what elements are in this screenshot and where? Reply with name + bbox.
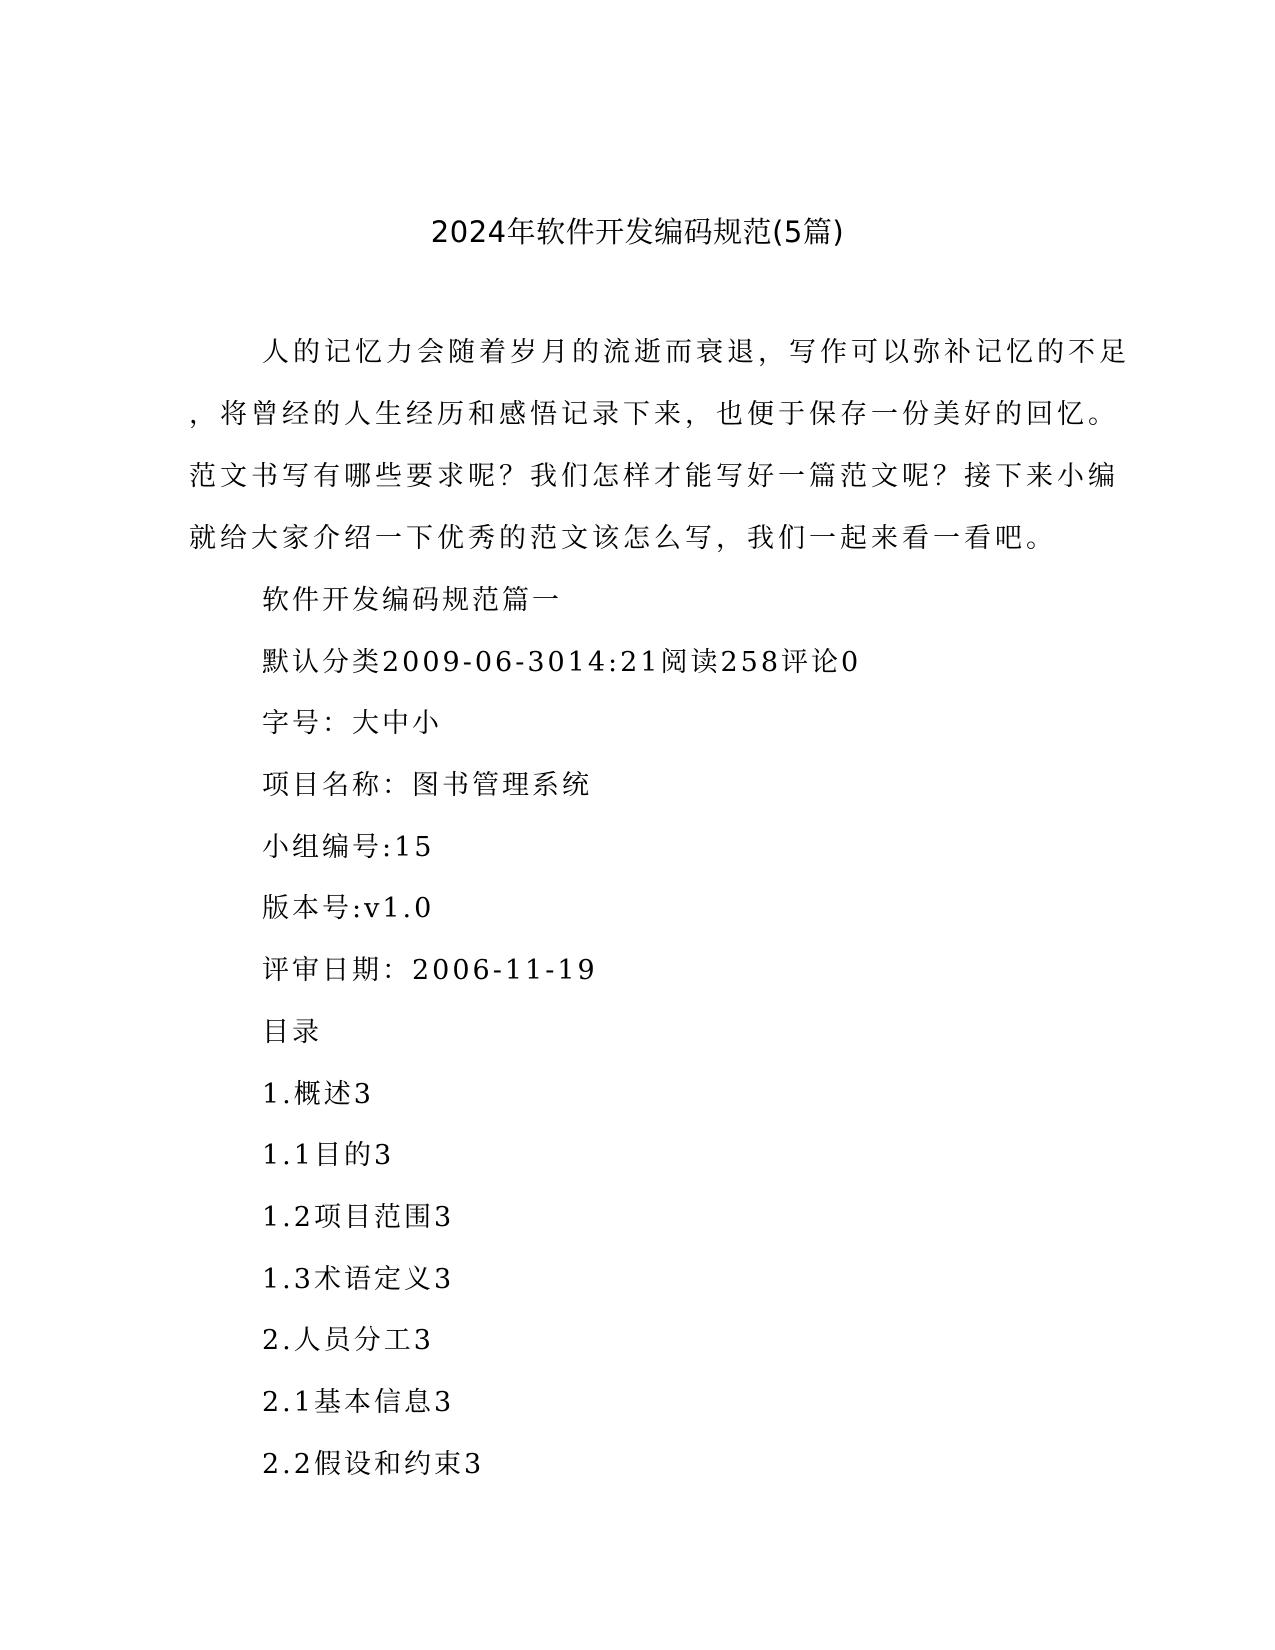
intro-line: 就给大家介绍一下优秀的范文该怎么写，我们一起来看一看吧。 bbox=[189, 523, 1057, 554]
toc-heading: 目录 bbox=[262, 1016, 322, 1048]
project-name: 项目名称：图书管理系统 bbox=[262, 770, 592, 802]
content-list bbox=[262, 570, 1122, 1495]
section-heading: 软件开发编码规范篇一 bbox=[262, 585, 562, 616]
intro-line: 范文书写有哪些要求呢？我们怎样才能写好一篇范文呢？接下来小编 bbox=[189, 461, 1119, 492]
post-meta: 默认分类2009-06-3014:21阅读258评论0 bbox=[262, 646, 862, 678]
intro-paragraph bbox=[189, 322, 1130, 570]
toc-item: 1.2项目范围3 bbox=[262, 1201, 455, 1233]
document-title: 2024年软件开发编码规范(5篇) bbox=[430, 215, 845, 249]
font-size-line: 字号：大中小 bbox=[262, 708, 442, 740]
intro-line: 人的记忆力会随着岁月的流逝而衰退，写作可以弥补记忆的不足 bbox=[262, 337, 1130, 368]
toc-item: 2.1基本信息3 bbox=[262, 1386, 455, 1418]
intro-line: ，将曾经的人生经历和感悟记录下来，也便于保存一份美好的回忆。 bbox=[189, 399, 1119, 430]
group-number: 小组编号:15 bbox=[262, 831, 435, 863]
version-number: 版本号:v1.0 bbox=[262, 893, 435, 925]
toc-item: 2.人员分工3 bbox=[262, 1325, 434, 1357]
toc-item: 1.1目的3 bbox=[262, 1140, 395, 1172]
toc-item: 1.概述3 bbox=[262, 1078, 374, 1110]
review-date: 评审日期：2006-11-19 bbox=[262, 955, 598, 987]
toc-item: 2.2假设和约束3 bbox=[262, 1448, 485, 1480]
toc-item: 1.3术语定义3 bbox=[262, 1263, 455, 1295]
